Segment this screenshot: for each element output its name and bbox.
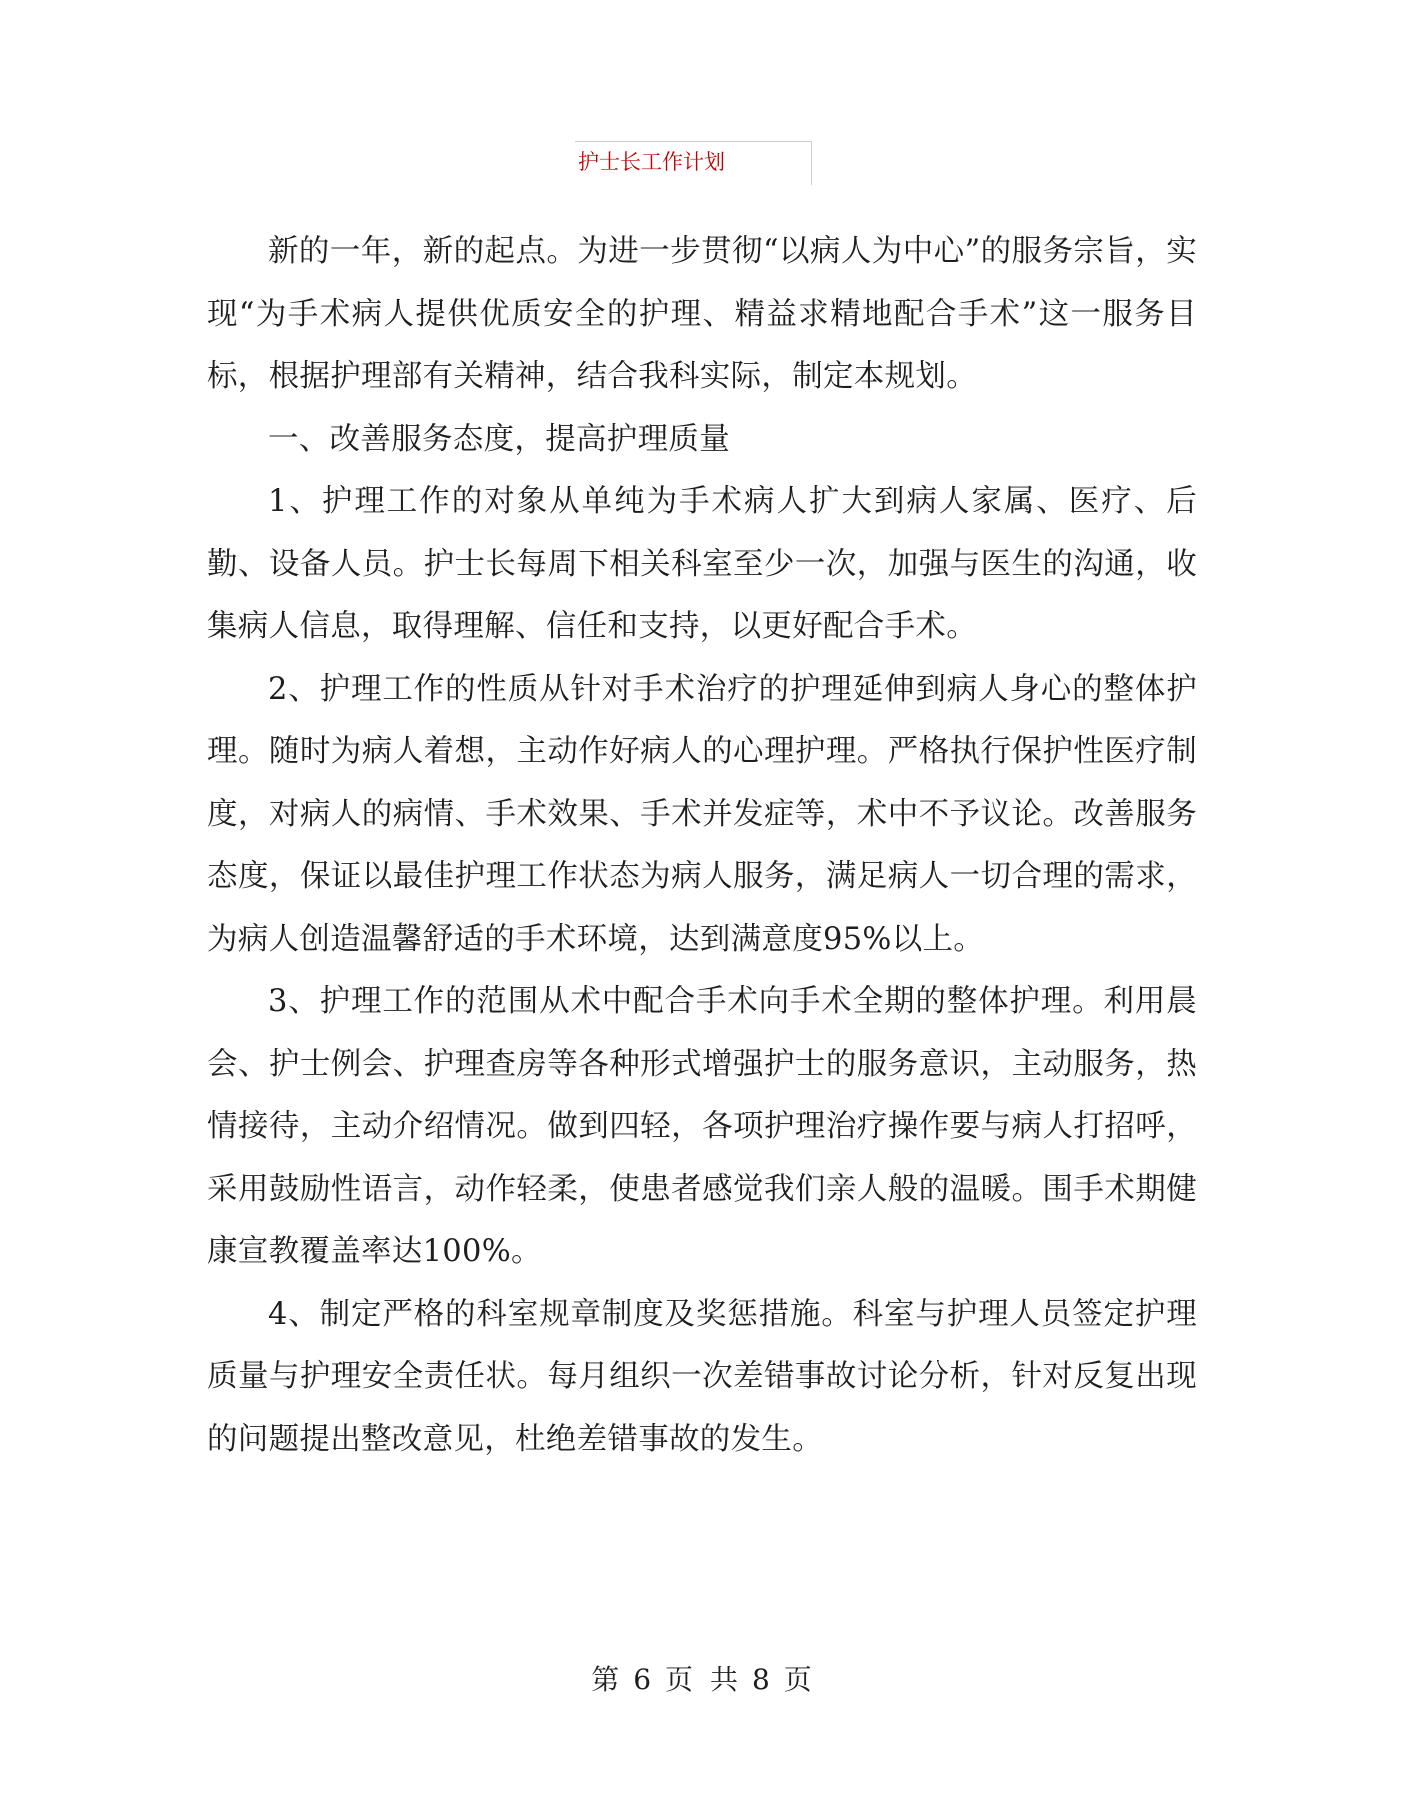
footer-prefix: 第 [591, 1663, 620, 1696]
paragraph-item-3: 3、护理工作的范围从术中配合手术向手术全期的整体护理。利用晨会、护士例会、护理查房等各种形式增强护士的服务意识，主动服务，热情接待，主动介绍情况。做到四轻，各项护理治疗操作要与病人打招呼，采用鼓励性语言，动作轻柔，使患者感觉我们亲人般的温暖。围手术期健康宣教覆盖率达100%。 [207, 984, 1197, 1269]
footer-page-number: 6 [633, 1663, 652, 1696]
section-heading: 一、改善服务态度，提高护理质量 [268, 421, 730, 457]
page-number-footer [0, 1660, 1403, 1700]
paragraph-item-2: 2、护理工作的性质从针对手术治疗的护理延伸到病人身心的整体护理。随时为病人着想，主动作好病人的心理护理。严格执行保护性医疗制度，对病人的病情、手术效果、手术并发症等，术中不予议论。改善服务态度，保证以最佳护理工作状态为病人服务，满足病人一切合理的需求，为病人创造温馨舒适的手术环境，达到满意度95%以上。 [207, 671, 1197, 957]
footer-middle: 页 共 [665, 1663, 738, 1696]
document-body [207, 221, 1197, 1471]
footer-total-pages: 8 [751, 1663, 770, 1696]
footer-suffix: 页 [783, 1663, 812, 1696]
document-title: 护士长工作计划 [578, 150, 725, 174]
paragraph-item-4: 4、制定严格的科室规章制度及奖惩措施。科室与护理人员签定护理质量与护理安全责任状。每月组织一次差错事故讨论分析，针对反复出现的问题提出整改意见，杜绝差错事故的发生。 [207, 1296, 1197, 1457]
paragraph-intro: 新的一年，新的起点。为进一步贯彻“以病人为中心”的服务宗旨，实现“为手术病人提供优质安全的护理、精益求精地配合手术”这一服务目标，根据护理部有关精神，结合我科实际，制定本规划。 [207, 234, 1197, 394]
paragraph-item-1: 1、护理工作的对象从单纯为手术病人扩大到病人家属、医疗、后勤、设备人员。护士长每周下相关科室至少一次，加强与医生的沟通，收集病人信息，取得理解、信任和支持，以更好配合手术。 [207, 484, 1197, 644]
